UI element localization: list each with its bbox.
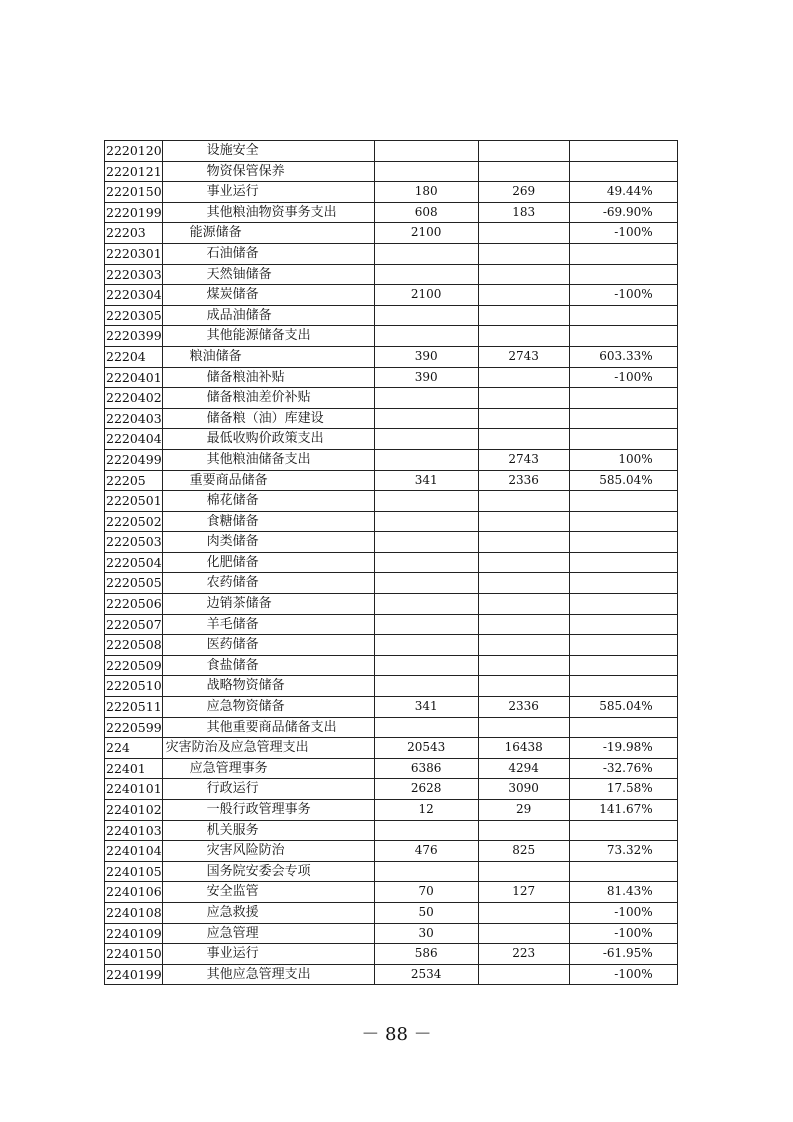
current-year-value-cell <box>478 594 569 615</box>
budget-table <box>104 140 678 985</box>
prior-year-value-cell <box>374 161 478 182</box>
item-code-cell: 2220504 <box>105 552 163 573</box>
table-row <box>105 388 678 409</box>
change-percent-cell: 585.04% <box>569 697 677 718</box>
table-row <box>105 449 678 470</box>
prior-year-value-cell <box>374 655 478 676</box>
current-year-value-cell: 825 <box>478 841 569 862</box>
item-code-cell: 2220305 <box>105 305 163 326</box>
item-name-cell: 储备粮油补贴 <box>162 367 374 388</box>
item-name-cell: 棉花储备 <box>162 491 374 512</box>
table-row <box>105 758 678 779</box>
item-code-cell: 2240108 <box>105 902 163 923</box>
change-percent-cell <box>569 655 677 676</box>
table-row <box>105 243 678 264</box>
change-percent-cell <box>569 305 677 326</box>
table-row <box>105 800 678 821</box>
prior-year-value-cell <box>374 614 478 635</box>
change-percent-cell: 141.67% <box>569 800 677 821</box>
table-row <box>105 697 678 718</box>
prior-year-value-cell: 390 <box>374 346 478 367</box>
prior-year-value-cell: 20543 <box>374 738 478 759</box>
item-name-cell: 煤炭储备 <box>162 285 374 306</box>
item-name-cell: 物资保管保养 <box>162 161 374 182</box>
item-code-cell: 2240101 <box>105 779 163 800</box>
prior-year-value-cell <box>374 861 478 882</box>
prior-year-value-cell: 608 <box>374 202 478 223</box>
current-year-value-cell <box>478 305 569 326</box>
table-row <box>105 161 678 182</box>
prior-year-value-cell <box>374 264 478 285</box>
table-row <box>105 594 678 615</box>
change-percent-cell: -100% <box>569 902 677 923</box>
change-percent-cell: -100% <box>569 223 677 244</box>
current-year-value-cell: 183 <box>478 202 569 223</box>
prior-year-value-cell <box>374 511 478 532</box>
item-name-cell: 应急物资储备 <box>162 697 374 718</box>
item-name-cell: 石油储备 <box>162 243 374 264</box>
current-year-value-cell <box>478 573 569 594</box>
prior-year-value-cell <box>374 532 478 553</box>
current-year-value-cell <box>478 552 569 573</box>
change-percent-cell: -100% <box>569 964 677 985</box>
current-year-value-cell <box>478 285 569 306</box>
change-percent-cell: -61.95% <box>569 944 677 965</box>
item-name-cell: 一般行政管理事务 <box>162 800 374 821</box>
item-code-cell: 2240106 <box>105 882 163 903</box>
item-name-cell: 应急救援 <box>162 902 374 923</box>
item-name-cell: 化肥储备 <box>162 552 374 573</box>
prior-year-value-cell <box>374 573 478 594</box>
table-row <box>105 635 678 656</box>
item-name-cell: 储备粮（油）库建设 <box>162 408 374 429</box>
change-percent-cell <box>569 635 677 656</box>
change-percent-cell: -69.90% <box>569 202 677 223</box>
change-percent-cell: 81.43% <box>569 882 677 903</box>
item-name-cell: 最低收购价政策支出 <box>162 429 374 450</box>
table-row <box>105 264 678 285</box>
prior-year-value-cell: 586 <box>374 944 478 965</box>
current-year-value-cell <box>478 861 569 882</box>
item-code-cell: 2220509 <box>105 655 163 676</box>
table-row <box>105 511 678 532</box>
change-percent-cell: 100% <box>569 449 677 470</box>
current-year-value-cell <box>478 635 569 656</box>
table-row <box>105 202 678 223</box>
prior-year-value-cell: 70 <box>374 882 478 903</box>
prior-year-value-cell <box>374 594 478 615</box>
change-percent-cell: -100% <box>569 367 677 388</box>
current-year-value-cell <box>478 532 569 553</box>
change-percent-cell: 17.58% <box>569 779 677 800</box>
change-percent-cell: -19.98% <box>569 738 677 759</box>
item-code-cell: 2220301 <box>105 243 163 264</box>
item-code-cell: 2220404 <box>105 429 163 450</box>
table-row <box>105 964 678 985</box>
change-percent-cell <box>569 820 677 841</box>
current-year-value-cell <box>478 491 569 512</box>
table-row <box>105 408 678 429</box>
change-percent-cell <box>569 326 677 347</box>
item-name-cell: 食盐储备 <box>162 655 374 676</box>
item-code-cell: 2220402 <box>105 388 163 409</box>
current-year-value-cell <box>478 326 569 347</box>
prior-year-value-cell <box>374 141 478 162</box>
budget-table-body <box>105 141 678 985</box>
item-code-cell: 2240109 <box>105 923 163 944</box>
table-row <box>105 738 678 759</box>
table-row <box>105 614 678 635</box>
table-row <box>105 223 678 244</box>
change-percent-cell <box>569 676 677 697</box>
item-code-cell: 2220401 <box>105 367 163 388</box>
change-percent-cell <box>569 511 677 532</box>
prior-year-value-cell <box>374 388 478 409</box>
current-year-value-cell: 4294 <box>478 758 569 779</box>
change-percent-cell: 73.32% <box>569 841 677 862</box>
prior-year-value-cell: 341 <box>374 697 478 718</box>
item-name-cell: 应急管理事务 <box>162 758 374 779</box>
item-code-cell: 2220510 <box>105 676 163 697</box>
current-year-value-cell <box>478 964 569 985</box>
table-row <box>105 182 678 203</box>
item-name-cell: 战略物资储备 <box>162 676 374 697</box>
table-row <box>105 552 678 573</box>
item-name-cell: 天然铀储备 <box>162 264 374 285</box>
item-code-cell: 2240102 <box>105 800 163 821</box>
prior-year-value-cell <box>374 717 478 738</box>
table-row <box>105 779 678 800</box>
item-name-cell: 安全监管 <box>162 882 374 903</box>
current-year-value-cell: 3090 <box>478 779 569 800</box>
item-code-cell: 22204 <box>105 346 163 367</box>
item-code-cell: 2220503 <box>105 532 163 553</box>
prior-year-value-cell <box>374 552 478 573</box>
change-percent-cell <box>569 141 677 162</box>
prior-year-value-cell: 390 <box>374 367 478 388</box>
item-name-cell: 羊毛储备 <box>162 614 374 635</box>
prior-year-value-cell <box>374 243 478 264</box>
current-year-value-cell: 127 <box>478 882 569 903</box>
current-year-value-cell <box>478 820 569 841</box>
item-name-cell: 应急管理 <box>162 923 374 944</box>
item-name-cell: 医药储备 <box>162 635 374 656</box>
table-row <box>105 861 678 882</box>
item-code-cell: 22205 <box>105 470 163 491</box>
change-percent-cell: 585.04% <box>569 470 677 491</box>
item-name-cell: 机关服务 <box>162 820 374 841</box>
item-name-cell: 灾害风险防治 <box>162 841 374 862</box>
item-name-cell: 食糖储备 <box>162 511 374 532</box>
item-code-cell: 2220501 <box>105 491 163 512</box>
prior-year-value-cell <box>374 491 478 512</box>
item-name-cell: 其他粮油储备支出 <box>162 449 374 470</box>
item-code-cell: 2220511 <box>105 697 163 718</box>
current-year-value-cell <box>478 717 569 738</box>
table-row <box>105 285 678 306</box>
item-name-cell: 肉类储备 <box>162 532 374 553</box>
table-row <box>105 882 678 903</box>
item-code-cell: 2240199 <box>105 964 163 985</box>
table-row <box>105 944 678 965</box>
table-row <box>105 429 678 450</box>
prior-year-value-cell: 476 <box>374 841 478 862</box>
item-code-cell: 2220199 <box>105 202 163 223</box>
change-percent-cell <box>569 614 677 635</box>
item-code-cell: 2220303 <box>105 264 163 285</box>
table-row <box>105 532 678 553</box>
item-code-cell: 2240103 <box>105 820 163 841</box>
prior-year-value-cell: 2100 <box>374 223 478 244</box>
current-year-value-cell: 2743 <box>478 449 569 470</box>
item-code-cell: 2220304 <box>105 285 163 306</box>
change-percent-cell <box>569 388 677 409</box>
current-year-value-cell: 223 <box>478 944 569 965</box>
table-row <box>105 923 678 944</box>
current-year-value-cell <box>478 388 569 409</box>
item-name-cell: 储备粮油差价补贴 <box>162 388 374 409</box>
current-year-value-cell: 269 <box>478 182 569 203</box>
item-name-cell: 国务院安委会专项 <box>162 861 374 882</box>
item-name-cell: 其他能源储备支出 <box>162 326 374 347</box>
item-code-cell: 224 <box>105 738 163 759</box>
item-code-cell: 2220150 <box>105 182 163 203</box>
change-percent-cell: -32.76% <box>569 758 677 779</box>
current-year-value-cell <box>478 264 569 285</box>
item-name-cell: 事业运行 <box>162 182 374 203</box>
current-year-value-cell <box>478 223 569 244</box>
item-name-cell: 粮油储备 <box>162 346 374 367</box>
prior-year-value-cell: 2534 <box>374 964 478 985</box>
table-row <box>105 655 678 676</box>
change-percent-cell <box>569 552 677 573</box>
change-percent-cell <box>569 408 677 429</box>
table-row <box>105 326 678 347</box>
current-year-value-cell <box>478 655 569 676</box>
table-row <box>105 841 678 862</box>
item-code-cell: 2240104 <box>105 841 163 862</box>
table-row <box>105 717 678 738</box>
current-year-value-cell <box>478 676 569 697</box>
change-percent-cell: 49.44% <box>569 182 677 203</box>
current-year-value-cell <box>478 614 569 635</box>
item-name-cell: 其他应急管理支出 <box>162 964 374 985</box>
table-row <box>105 470 678 491</box>
prior-year-value-cell <box>374 635 478 656</box>
item-name-cell: 边销茶储备 <box>162 594 374 615</box>
change-percent-cell <box>569 532 677 553</box>
change-percent-cell <box>569 594 677 615</box>
table-row <box>105 367 678 388</box>
item-code-cell: 2220499 <box>105 449 163 470</box>
current-year-value-cell: 29 <box>478 800 569 821</box>
current-year-value-cell <box>478 923 569 944</box>
item-name-cell: 灾害防治及应急管理支出 <box>162 738 374 759</box>
item-code-cell: 2220505 <box>105 573 163 594</box>
change-percent-cell: -100% <box>569 923 677 944</box>
table-row <box>105 491 678 512</box>
item-code-cell: 2220403 <box>105 408 163 429</box>
prior-year-value-cell <box>374 429 478 450</box>
current-year-value-cell: 2336 <box>478 697 569 718</box>
item-name-cell: 设施安全 <box>162 141 374 162</box>
prior-year-value-cell: 341 <box>374 470 478 491</box>
current-year-value-cell <box>478 161 569 182</box>
change-percent-cell <box>569 429 677 450</box>
prior-year-value-cell <box>374 449 478 470</box>
current-year-value-cell <box>478 429 569 450</box>
current-year-value-cell: 2743 <box>478 346 569 367</box>
table-row <box>105 305 678 326</box>
prior-year-value-cell: 2628 <box>374 779 478 800</box>
prior-year-value-cell: 180 <box>374 182 478 203</box>
item-name-cell: 事业运行 <box>162 944 374 965</box>
item-name-cell: 重要商品储备 <box>162 470 374 491</box>
prior-year-value-cell <box>374 408 478 429</box>
item-code-cell: 2220121 <box>105 161 163 182</box>
prior-year-value-cell: 2100 <box>374 285 478 306</box>
prior-year-value-cell: 12 <box>374 800 478 821</box>
item-code-cell: 2240150 <box>105 944 163 965</box>
change-percent-cell <box>569 717 677 738</box>
budget-table-container <box>104 140 678 985</box>
current-year-value-cell <box>478 408 569 429</box>
prior-year-value-cell <box>374 676 478 697</box>
change-percent-cell <box>569 491 677 512</box>
item-name-cell: 其他重要商品储备支出 <box>162 717 374 738</box>
change-percent-cell <box>569 573 677 594</box>
current-year-value-cell <box>478 511 569 532</box>
item-code-cell: 2220502 <box>105 511 163 532</box>
table-row <box>105 820 678 841</box>
item-code-cell: 2220599 <box>105 717 163 738</box>
page-number: － 88 － <box>361 1024 432 1045</box>
prior-year-value-cell: 6386 <box>374 758 478 779</box>
prior-year-value-cell: 50 <box>374 902 478 923</box>
table-row <box>105 573 678 594</box>
table-row <box>105 676 678 697</box>
item-code-cell: 2220507 <box>105 614 163 635</box>
change-percent-cell <box>569 861 677 882</box>
table-row <box>105 141 678 162</box>
change-percent-cell <box>569 243 677 264</box>
item-code-cell: 2220120 <box>105 141 163 162</box>
current-year-value-cell: 16438 <box>478 738 569 759</box>
change-percent-cell <box>569 264 677 285</box>
item-name-cell: 行政运行 <box>162 779 374 800</box>
table-row <box>105 346 678 367</box>
prior-year-value-cell: 30 <box>374 923 478 944</box>
prior-year-value-cell <box>374 305 478 326</box>
change-percent-cell <box>569 161 677 182</box>
item-name-cell: 能源储备 <box>162 223 374 244</box>
current-year-value-cell <box>478 367 569 388</box>
item-name-cell: 农药储备 <box>162 573 374 594</box>
current-year-value-cell <box>478 902 569 923</box>
item-code-cell: 2220399 <box>105 326 163 347</box>
current-year-value-cell: 2336 <box>478 470 569 491</box>
change-percent-cell: 603.33% <box>569 346 677 367</box>
current-year-value-cell <box>478 141 569 162</box>
item-name-cell: 其他粮油物资事务支出 <box>162 202 374 223</box>
item-code-cell: 2240105 <box>105 861 163 882</box>
table-row <box>105 902 678 923</box>
item-code-cell: 2220508 <box>105 635 163 656</box>
item-code-cell: 22203 <box>105 223 163 244</box>
prior-year-value-cell <box>374 820 478 841</box>
change-percent-cell: -100% <box>569 285 677 306</box>
prior-year-value-cell <box>374 326 478 347</box>
item-code-cell: 2220506 <box>105 594 163 615</box>
current-year-value-cell <box>478 243 569 264</box>
item-name-cell: 成品油储备 <box>162 305 374 326</box>
item-code-cell: 22401 <box>105 758 163 779</box>
